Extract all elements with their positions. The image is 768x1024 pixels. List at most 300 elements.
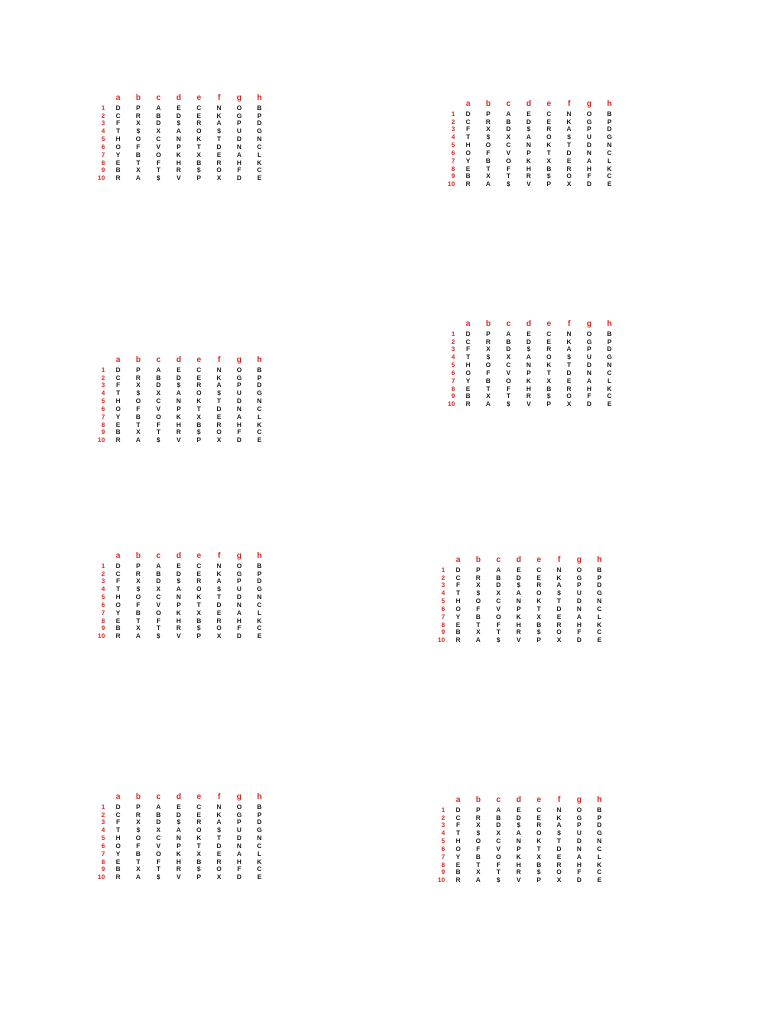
grid-cell: D: [576, 877, 582, 885]
column-header: h: [256, 93, 262, 102]
grid-cell: N: [526, 142, 531, 150]
grid-cell: V: [156, 601, 161, 609]
grid-cell: K: [176, 850, 181, 858]
grid-cell: $: [526, 126, 531, 134]
grid-cell: K: [257, 617, 262, 625]
grid-cell: P: [257, 570, 262, 578]
grid-cell: F: [237, 866, 242, 874]
grid-cell: A: [156, 562, 161, 570]
grid-cell: E: [556, 613, 562, 621]
grid-cell: U: [586, 134, 592, 142]
grid-cell: O: [196, 827, 202, 835]
row-number: 6: [101, 143, 105, 151]
grid-cell: E: [546, 338, 552, 346]
grid-cell: N: [236, 405, 242, 413]
grid-cell: D: [176, 374, 181, 382]
row-number: 10: [447, 401, 455, 409]
grid-cell: D: [607, 346, 612, 354]
grid-cell: Y: [455, 853, 461, 861]
grid-cell: G: [236, 112, 242, 120]
grid-cell: N: [607, 142, 612, 150]
row-number: 2: [441, 814, 445, 822]
grid-cell: C: [196, 104, 202, 112]
grid-cell: B: [156, 811, 161, 819]
grid-cell: C: [257, 866, 262, 874]
grid-cell: N: [236, 842, 242, 850]
grid-cell: O: [216, 167, 222, 175]
grid-cell: R: [526, 393, 531, 401]
column-header: d: [176, 355, 182, 364]
column-header: a: [115, 355, 121, 364]
column-header: e: [196, 355, 202, 364]
grid-cell: O: [556, 629, 562, 637]
row-number: 3: [451, 126, 455, 134]
grid-cell: H: [576, 861, 582, 869]
grid-cell: B: [496, 574, 501, 582]
grid-cell: D: [496, 822, 501, 830]
row-number: 8: [101, 421, 105, 429]
grid-cell: A: [556, 582, 562, 590]
grid-cell: N: [257, 398, 262, 406]
grid-cell: E: [526, 110, 531, 118]
grid-cell: K: [257, 858, 262, 866]
grid-cell: A: [176, 827, 181, 835]
grid-cell: E: [176, 104, 181, 112]
grid-cell: D: [216, 405, 222, 413]
grid-cell: P: [176, 842, 181, 850]
grid-cell: X: [536, 613, 542, 621]
grid-cell: E: [216, 609, 222, 617]
grid-cell: D: [236, 594, 242, 602]
grid-corner: [98, 797, 99, 798]
grid-cell: R: [536, 582, 542, 590]
grid-cell: B: [465, 173, 471, 181]
grid-cell: A: [236, 413, 242, 421]
grid-cell: Y: [465, 157, 471, 165]
grid-cell: R: [566, 385, 572, 393]
grid-cell: G: [256, 390, 262, 398]
grid-cell: K: [196, 835, 202, 843]
row-number: 1: [451, 110, 455, 118]
grid-cell: T: [156, 866, 161, 874]
grid-corner: [98, 360, 99, 361]
grid-cell: O: [155, 151, 161, 159]
row-number: 6: [451, 149, 455, 157]
grid-cell: A: [485, 401, 491, 409]
grid-cell: B: [506, 118, 511, 126]
grid-cell: B: [546, 165, 552, 173]
row-number: 3: [441, 582, 445, 590]
grid-cell: T: [536, 605, 541, 613]
row-number: 7: [101, 413, 105, 421]
grid-cell: B: [156, 374, 161, 382]
grid-cell: O: [566, 173, 572, 181]
grid-cell: E: [216, 151, 222, 159]
grid-cell: $: [537, 629, 541, 637]
grid-cell: R: [216, 858, 222, 866]
grid-cell: D: [526, 338, 531, 346]
grid-cell: B: [156, 570, 161, 578]
grid-cell: K: [257, 159, 262, 167]
grid-cell: L: [257, 609, 262, 617]
grid-cell: U: [576, 830, 582, 838]
grid-cell: R: [176, 866, 181, 874]
column-header: d: [526, 99, 532, 108]
grid-cell: K: [176, 151, 181, 159]
row-number: 4: [451, 134, 455, 142]
grid-cell: A: [526, 134, 531, 142]
grid-cell: G: [236, 570, 242, 578]
grid-cell: $: [557, 830, 561, 838]
grid-cell: C: [597, 869, 602, 877]
grid-cell: N: [257, 136, 262, 144]
grid-cell: B: [536, 861, 542, 869]
grid-cell: V: [516, 877, 521, 885]
grid-cell: P: [577, 822, 582, 830]
grid-cell: H: [115, 835, 121, 843]
grid-cell: O: [485, 142, 491, 150]
grid-cell: K: [216, 112, 222, 120]
grid-cell: H: [455, 598, 461, 606]
row-number: 8: [441, 621, 445, 629]
grid-cell: H: [236, 858, 242, 866]
grid-cell: A: [156, 803, 161, 811]
grid-cell: B: [485, 377, 491, 385]
grid-cell: D: [156, 120, 161, 128]
grid-cell: A: [236, 151, 242, 159]
grid-cell: F: [156, 617, 161, 625]
grid-cell: R: [135, 570, 141, 578]
row-number: 2: [451, 338, 455, 346]
row-number: 9: [101, 429, 105, 437]
row-number: 3: [441, 822, 445, 830]
grid-cell: C: [607, 149, 612, 157]
grid-cell: V: [176, 437, 181, 445]
grid-cell: F: [577, 629, 582, 637]
column-header: d: [176, 551, 182, 560]
row-number: 5: [101, 398, 105, 406]
grid-cell: D: [236, 175, 242, 183]
grid-cell: R: [465, 401, 471, 409]
grid-cell: $: [156, 175, 161, 183]
grid-cell: O: [236, 803, 242, 811]
grid-cell: T: [466, 354, 471, 362]
grid-cell: T: [567, 362, 572, 370]
grid-cell: R: [115, 874, 121, 882]
grid-cell: $: [547, 393, 551, 401]
grid-cell: X: [156, 586, 161, 594]
grid-cell: A: [586, 157, 592, 165]
grid-cell: E: [176, 562, 181, 570]
grid-cell: K: [216, 811, 222, 819]
column-header: h: [256, 792, 262, 801]
row-number: 4: [101, 128, 105, 136]
grid-cell: D: [566, 369, 572, 377]
grid-cell: O: [576, 806, 582, 814]
grid-cell: F: [237, 625, 242, 633]
row-number: 7: [451, 377, 455, 385]
row-number: 6: [441, 605, 445, 613]
grid-cell: O: [196, 586, 202, 594]
grid-cell: G: [576, 814, 582, 822]
grid-cell: T: [506, 393, 511, 401]
row-number: 5: [441, 598, 445, 606]
grid-cell: F: [116, 578, 121, 586]
grid-cell: A: [216, 819, 222, 827]
grid-cell: R: [115, 437, 121, 445]
row-number: 6: [101, 601, 105, 609]
grid-cell: D: [257, 382, 262, 390]
row-number: 8: [451, 165, 455, 173]
grid-cell: X: [496, 830, 501, 838]
grid-cell: V: [156, 143, 161, 151]
grid-cell: K: [607, 165, 612, 173]
grid-cell: D: [236, 398, 242, 406]
grid-cell: N: [566, 330, 572, 338]
grid-cell: B: [257, 366, 262, 374]
grid-cell: A: [135, 437, 141, 445]
grid-cell: D: [597, 822, 602, 830]
column-header: b: [485, 319, 491, 328]
row-number: 10: [97, 874, 105, 882]
grid-cell: $: [496, 637, 501, 645]
grid-cell: P: [476, 566, 481, 574]
grid-cell: A: [576, 613, 582, 621]
grid-cell: $: [476, 590, 481, 598]
grid-cell: B: [115, 866, 121, 874]
grid-cell: N: [216, 104, 222, 112]
row-number: 5: [101, 594, 105, 602]
grid-cell: C: [257, 601, 262, 609]
grid-cell: F: [456, 822, 461, 830]
grid-cell: D: [236, 437, 242, 445]
grid-cell: V: [496, 605, 501, 613]
grid-cell: B: [257, 104, 262, 112]
grid-cell: U: [576, 590, 582, 598]
grid-cell: C: [156, 398, 161, 406]
grid-cell: N: [216, 803, 222, 811]
grid-cell: E: [536, 814, 542, 822]
row-number: 7: [101, 151, 105, 159]
row-number: 9: [451, 393, 455, 401]
grid-cell: O: [115, 842, 121, 850]
grid-cell: B: [455, 869, 461, 877]
column-header: b: [475, 795, 481, 804]
column-header: b: [135, 551, 141, 560]
row-number: 2: [101, 374, 105, 382]
grid-cell: E: [455, 861, 461, 869]
grid-cell: O: [485, 362, 491, 370]
grid-cell: U: [236, 586, 242, 594]
grid-cell: C: [536, 566, 542, 574]
row-number: 7: [101, 609, 105, 617]
grid-cell: B: [135, 413, 141, 421]
grid-cell: $: [537, 869, 541, 877]
grid-cell: C: [455, 814, 461, 822]
grid-cell: R: [196, 120, 202, 128]
grid-cell: G: [586, 118, 592, 126]
grid-cell: A: [475, 637, 481, 645]
grid-cell: R: [135, 811, 141, 819]
grid-cell: P: [237, 382, 242, 390]
grid-cell: D: [516, 814, 521, 822]
grid-cell: C: [196, 366, 202, 374]
grid-cell: C: [597, 629, 602, 637]
grid-cell: X: [486, 346, 491, 354]
grid-cell: R: [485, 338, 491, 346]
grid-cell: B: [506, 338, 511, 346]
row-number: 10: [97, 633, 105, 641]
grid-cell: C: [496, 598, 501, 606]
grid-cell: P: [136, 366, 141, 374]
grid-cell: $: [506, 181, 511, 189]
column-header: f: [557, 795, 561, 804]
grid-cell: K: [216, 570, 222, 578]
grid-cell: O: [155, 850, 161, 858]
grid-cell: O: [536, 830, 542, 838]
grid-cell: A: [156, 104, 161, 112]
grid-cell: B: [496, 814, 501, 822]
grid-cell: C: [115, 112, 121, 120]
grid-cell: N: [597, 838, 602, 846]
grid-cell: F: [496, 621, 501, 629]
grid-cell: G: [256, 827, 262, 835]
grid-cell: T: [217, 835, 222, 843]
grid-cell: O: [155, 609, 161, 617]
grid-cell: $: [197, 429, 201, 437]
grid-cell: O: [495, 613, 501, 621]
grid-cell: C: [506, 142, 511, 150]
grid-cell: $: [176, 819, 181, 827]
grid-cell: R: [475, 814, 481, 822]
grid-cell: K: [546, 142, 552, 150]
grid-cell: X: [476, 629, 481, 637]
grid-cell: X: [216, 633, 222, 641]
grid-cell: N: [236, 143, 242, 151]
grid-cell: R: [135, 374, 141, 382]
grid-cell: R: [196, 578, 202, 586]
grid-cell: O: [135, 136, 141, 144]
grid-cell: B: [597, 566, 602, 574]
column-header: e: [536, 555, 542, 564]
grid-cell: X: [136, 382, 141, 390]
row-number: 9: [441, 869, 445, 877]
grid-cell: A: [475, 877, 481, 885]
grid-cell: $: [176, 578, 181, 586]
grid-cell: N: [556, 806, 562, 814]
column-header: c: [506, 319, 511, 328]
grid-cell: N: [236, 601, 242, 609]
grid-cell: K: [196, 398, 202, 406]
grid-cell: A: [566, 126, 572, 134]
grid-cell: E: [115, 617, 121, 625]
grid-cell: A: [576, 853, 582, 861]
grid-cell: F: [506, 385, 511, 393]
grid-cell: $: [486, 134, 491, 142]
grid-cell: P: [196, 175, 202, 183]
row-number: 3: [101, 819, 105, 827]
row-number: 3: [451, 346, 455, 354]
grid-cell: C: [546, 330, 552, 338]
column-header: g: [586, 319, 592, 328]
grid-cell: R: [546, 346, 552, 354]
grid-cell: X: [556, 877, 562, 885]
grid-cell: E: [607, 401, 612, 409]
grid-cell: L: [257, 413, 262, 421]
grid-cell: O: [236, 562, 242, 570]
grid-corner: [438, 560, 439, 561]
grid-cell: G: [236, 811, 242, 819]
grid-cell: C: [496, 838, 501, 846]
grid-cell: O: [536, 590, 542, 598]
column-header: b: [135, 792, 141, 801]
grid-cell: B: [607, 110, 612, 118]
grid-cell: $: [217, 128, 221, 136]
grid-cell: O: [465, 149, 471, 157]
letter-grid-card: [88, 549, 270, 641]
grid-cell: P: [526, 369, 531, 377]
row-number: 4: [101, 390, 105, 398]
grid-cell: E: [455, 621, 461, 629]
grid-cell: O: [216, 866, 222, 874]
grid-cell: V: [526, 181, 531, 189]
grid-cell: E: [115, 858, 121, 866]
grid-cell: A: [506, 330, 511, 338]
grid-cell: B: [475, 613, 481, 621]
row-number: 6: [101, 405, 105, 413]
grid-corner: [448, 104, 449, 105]
grid-cell: X: [536, 853, 542, 861]
grid-cell: A: [506, 110, 511, 118]
grid-cell: P: [176, 143, 181, 151]
grid-cell: O: [236, 366, 242, 374]
grid-cell: Y: [115, 850, 121, 858]
grid-cell: X: [486, 126, 491, 134]
grid-cell: $: [547, 173, 551, 181]
grid-cell: A: [176, 586, 181, 594]
grid-cell: D: [115, 366, 121, 374]
grid-cell: F: [476, 845, 481, 853]
row-number: 7: [101, 850, 105, 858]
column-header: d: [176, 93, 182, 102]
grid-cell: F: [136, 601, 141, 609]
letter-grid-card: [428, 793, 610, 885]
grid-cell: D: [236, 874, 242, 882]
row-number: 3: [101, 382, 105, 390]
column-header: a: [115, 792, 121, 801]
column-header: d: [526, 319, 532, 328]
column-header: f: [217, 93, 221, 102]
grid-cell: H: [115, 136, 121, 144]
grid-cell: O: [216, 429, 222, 437]
grid-cell: $: [217, 586, 221, 594]
grid-cell: T: [496, 869, 501, 877]
grid-cell: E: [216, 850, 222, 858]
grid-cell: N: [176, 594, 181, 602]
grid-cell: T: [476, 621, 481, 629]
grid-cell: T: [136, 617, 141, 625]
column-header: c: [156, 551, 161, 560]
grid-cell: R: [196, 382, 202, 390]
row-number: 8: [101, 159, 105, 167]
grid-cell: K: [526, 157, 531, 165]
grid-cell: C: [257, 429, 262, 437]
grid-cell: T: [546, 149, 551, 157]
grid-cell: U: [236, 827, 242, 835]
row-number: 4: [451, 354, 455, 362]
grid-cell: T: [557, 838, 562, 846]
grid-cell: P: [476, 806, 481, 814]
